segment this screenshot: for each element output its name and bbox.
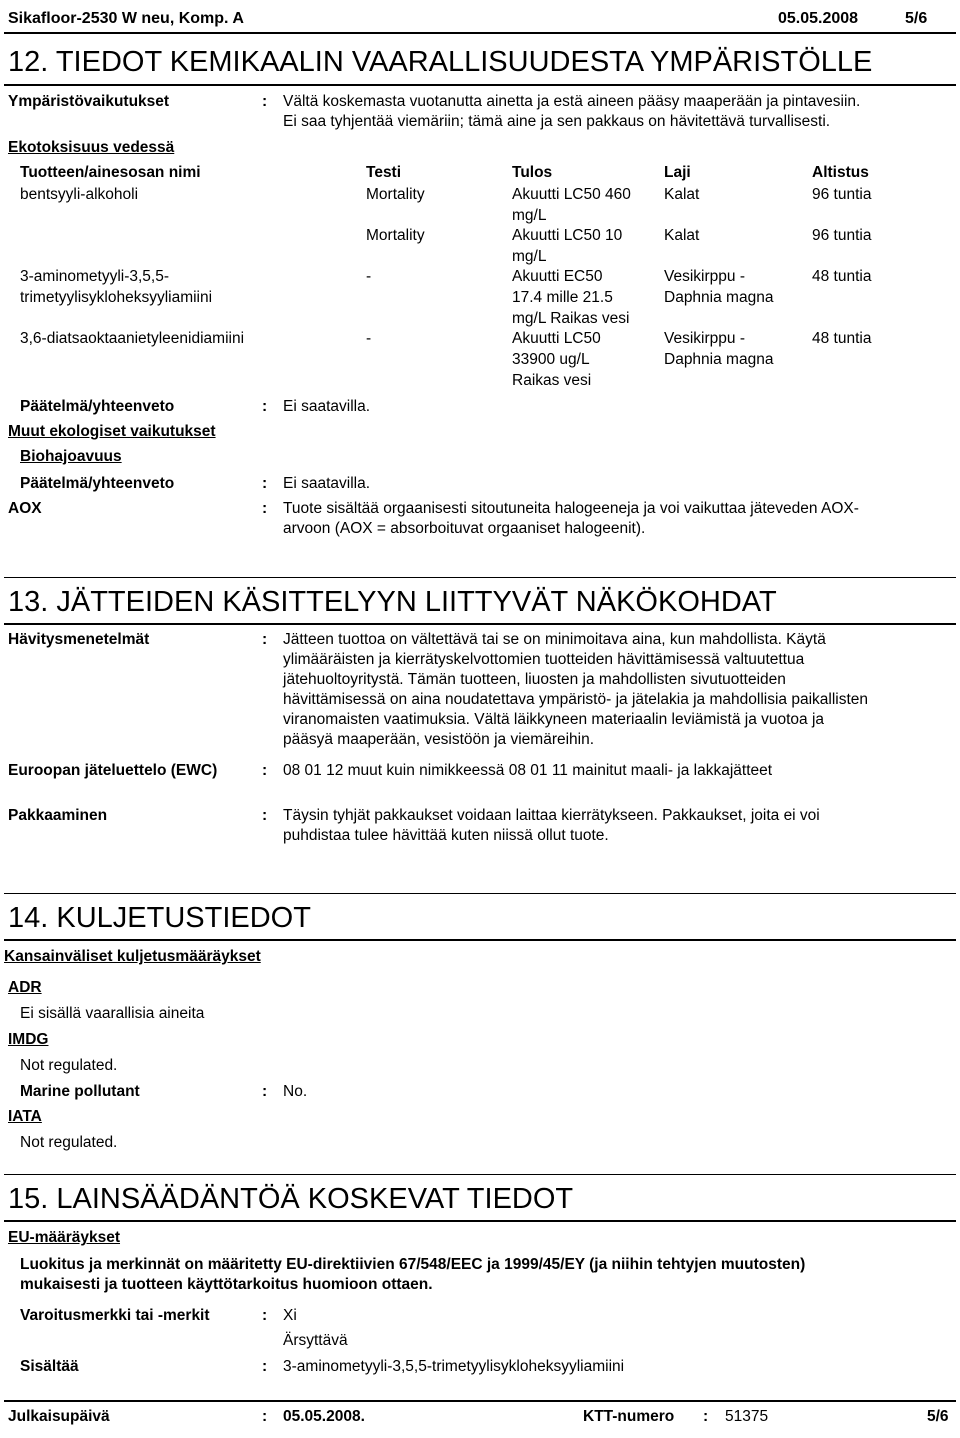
cell-result-cont: Raikas vesi [512, 372, 592, 389]
disposal-line: viranomaisten vaatimuksia. Vältä läikkyneen materiaalin leviämistä ja vuotoa ja [283, 711, 825, 728]
publication-date-label: Julkaisupäivä [8, 1408, 110, 1425]
section-12-rule [4, 84, 956, 86]
cell-result-cont: mg/L Raikas vesi [512, 310, 630, 327]
section-12-title: 12. TIEDOT KEMIKAALIN VAARALLISUUDESTA YMPÄRISTÖLLE [8, 46, 873, 78]
ktt-number-label: KTT-numero [583, 1408, 675, 1425]
cell-species: Kalat [664, 227, 700, 244]
ktt-number-value: 51375 [725, 1408, 769, 1425]
section-13-rule [4, 623, 956, 625]
cell-test: Mortality [366, 227, 425, 244]
colon: : [262, 1083, 268, 1100]
colon: : [262, 762, 268, 779]
header-rule [4, 32, 956, 34]
packaging-line1: Täysin tyhjät pakkaukset voidaan laittaa kierrätykseen. Pakkaukset, joita ei voi [283, 807, 820, 824]
section-14-rule [4, 939, 956, 941]
ewc-label: Euroopan jäteluettelo (EWC) [8, 762, 218, 779]
disposal-line: pääsyä maaperään, vesistöön ja viemäreihin. [283, 731, 595, 748]
header-date: 05.05.2008 [778, 10, 859, 27]
cell-species: Vesikirppu - [664, 330, 745, 347]
cell-species: Kalat [664, 186, 700, 203]
section-13-title: 13. JÄTTEIDEN KÄSITTELYYN LIITTYVÄT NÄKÖKOHDAT [8, 586, 777, 618]
colon: : [262, 398, 268, 415]
aox-label: AOX [8, 500, 42, 517]
cell-species-cont: Daphnia magna [664, 289, 774, 306]
section-14-top-rule [4, 893, 956, 894]
section-15-title: 15. LAINSÄÄDÄNTÖÄ KOSKEVAT TIEDOT [8, 1183, 574, 1215]
section-15-top-rule [4, 1174, 956, 1175]
disposal-label: Hävitysmenetelmät [8, 631, 150, 648]
cell-name: 3-aminometyyli-3,5,5- [20, 268, 170, 285]
cell-result-cont: 17.4 mille 21.5 [512, 289, 613, 306]
conclusion-label: Päätelmä/yhteenveto [20, 398, 175, 415]
conclusion2-label: Päätelmä/yhteenveto [20, 475, 175, 492]
colon: : [262, 807, 268, 824]
iata-value: Not regulated. [20, 1134, 118, 1151]
cell-exposure: 48 tuntia [812, 330, 872, 347]
eu-line1: Luokitus ja merkinnät on määritetty EU-direktiivien 67/548/EEC ja 1999/45/EY (ja niihin tehtyjen muutosten) [20, 1256, 806, 1273]
document-title: Sikafloor-2530 W neu, Komp. A [8, 10, 244, 27]
disposal-line: ylimääräisten ja kierrätyskelvottomien tuotteiden hävittämisessä valtuutettua [283, 651, 805, 668]
disposal-line: Jätteen tuottoa on vältettävä tai se on minimoitava aina, kun mahdollista. Käytä [283, 631, 826, 648]
col-header-test: Testi [366, 164, 402, 181]
intl-transport-label: Kansainväliset kuljetusmääräykset [4, 948, 261, 965]
publication-date-value: 05.05.2008. [283, 1408, 365, 1425]
ewc-value: 08 01 12 muut kuin nimikkeessä 08 01 11 mainitut maali- ja lakkajätteet [283, 762, 773, 779]
colon: : [262, 1307, 268, 1324]
adr-label: ADR [8, 979, 42, 996]
contains-label: Sisältää [20, 1358, 79, 1375]
cell-result: Akuutti EC50 [512, 268, 603, 285]
marine-pollutant-label: Marine pollutant [20, 1083, 140, 1100]
cell-test: Mortality [366, 186, 425, 203]
cell-test: - [366, 268, 372, 285]
aox-line1: Tuote sisältää orgaanisesti sitoutuneita halogeeneja ja voi vaikuttaa jäteveden AOX- [283, 500, 859, 517]
cell-result: Akuutti LC50 [512, 330, 601, 347]
section-14-title: 14. KULJETUSTIEDOT [8, 902, 311, 934]
adr-value: Ei sisällä vaarallisia aineita [20, 1005, 205, 1022]
cell-name: 3,6-diatsaoktaanietyleenidiamiini [20, 330, 245, 347]
header-page: 5/6 [905, 10, 928, 27]
cell-result-cont: mg/L [512, 207, 547, 224]
cell-name: bentsyyli-alkoholi [20, 186, 139, 203]
env-effects-line1: Vältä koskemasta vuotanutta ainetta ja estä aineen pääsy maaperään ja pintavesiin. [283, 93, 861, 110]
disposal-line: jätehuoltoyritystä. Tämän tuotteen, liuosten ja mahdollisten sivutuotteiden [283, 671, 786, 688]
cell-exposure: 96 tuntia [812, 227, 872, 244]
colon: : [262, 631, 268, 648]
colon: : [262, 93, 268, 110]
cell-result: Akuutti LC50 460 [512, 186, 631, 203]
warning-symbol-label: Varoitusmerkki tai -merkit [20, 1307, 210, 1324]
col-header-exposure: Altistus [812, 164, 869, 181]
packaging-label: Pakkaaminen [8, 807, 108, 824]
eu-regulations-label: EU-määräykset [8, 1229, 121, 1246]
colon: : [262, 1358, 268, 1375]
colon: : [262, 475, 268, 492]
cell-result-cont: mg/L [512, 248, 547, 265]
marine-pollutant-value: No. [283, 1083, 308, 1100]
eu-line2: mukaisesti ja tuotteen käyttötarkoitus huomioon ottaen. [20, 1276, 433, 1293]
conclusion-value: Ei saatavilla. [283, 398, 371, 415]
col-header-result: Tulos [512, 164, 553, 181]
section-13-top-rule [4, 577, 956, 578]
cell-exposure: 48 tuntia [812, 268, 872, 285]
cell-species-cont: Daphnia magna [664, 351, 774, 368]
warning-symbol-value: Xi [283, 1307, 297, 1324]
colon: : [703, 1408, 709, 1425]
cell-name-cont: trimetyylisykloheksyyliamiini [20, 289, 213, 306]
imdg-label: IMDG [8, 1031, 49, 1048]
cell-result: Akuutti LC50 10 [512, 227, 623, 244]
colon: : [262, 1408, 268, 1425]
col-header-species: Laji [664, 164, 691, 181]
packaging-line2: puhdistaa tulee hävittää kuten niissä ollut tuote. [283, 827, 609, 844]
footer-page: 5/6 [927, 1408, 949, 1425]
warning-symbol-meaning: Ärsyttävä [283, 1332, 348, 1349]
contains-value: 3-aminometyyli-3,5,5-trimetyylisykloheksyyliamiini [283, 1358, 625, 1375]
biodeg-label: Biohajoavuus [20, 448, 122, 465]
other-effects-label: Muut ekologiset vaikutukset [8, 423, 216, 440]
col-header-name: Tuotteen/ainesosan nimi [20, 164, 201, 181]
imdg-value: Not regulated. [20, 1057, 118, 1074]
ecotox-label: Ekotoksisuus vedessä [8, 139, 175, 156]
cell-test: - [366, 330, 372, 347]
iata-label: IATA [8, 1108, 42, 1125]
colon: : [262, 500, 268, 517]
env-effects-line2: Ei saa tyhjentää viemäriin; tämä aine ja sen pakkaus on hävitettävä turvallisesti. [283, 113, 831, 130]
conclusion2-value: Ei saatavilla. [283, 475, 371, 492]
footer-rule [4, 1400, 956, 1402]
env-effects-label: Ympäristövaikutukset [8, 93, 170, 110]
cell-exposure: 96 tuntia [812, 186, 872, 203]
cell-species: Vesikirppu - [664, 268, 745, 285]
cell-result-cont: 33900 ug/L [512, 351, 590, 368]
section-15-rule [4, 1220, 956, 1222]
disposal-line: hävittämisessä on aina noudatettava ympäristö- ja jätelakia ja mahdollisia paikallisten [283, 691, 869, 708]
aox-line2: arvoon (AOX = absorboituvat orgaaniset halogeenit). [283, 520, 646, 537]
